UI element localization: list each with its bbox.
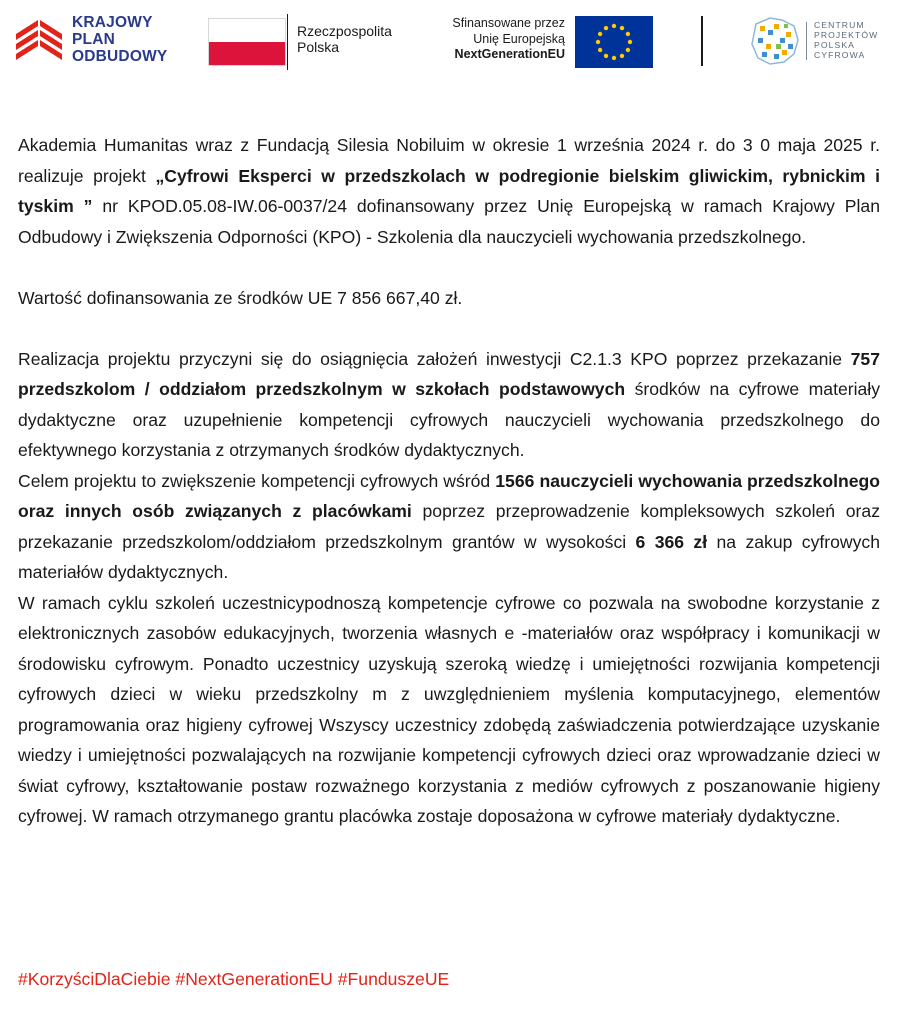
poland-flag-icon <box>208 18 286 66</box>
kpo-logo-text: KRAJOWY PLAN ODBUDOWY <box>72 14 168 65</box>
text-run: na zakup cyfrowych materiałów dydaktycznych. <box>18 531 880 582</box>
text-run: nr KPOD.05.08-IW.06-0037/24 dofinansowany przez Unię Europejską w ramach Krajowy Plan Odbudowy i Zwiększenia Odporności (KPO) - Szkolenia dla nauczycieli wychowania przedszkolnego. <box>18 196 880 247</box>
eu-funding-text <box>430 16 565 63</box>
cppc-logo <box>748 14 888 68</box>
eu-text-line1: Sfinansowane przez <box>452 16 565 30</box>
paragraph-training-details <box>18 588 880 832</box>
paragraph-goal <box>18 466 880 588</box>
cppc-map-icon <box>748 14 802 68</box>
rzeczpospolita-polska-text: Rzeczpospolita Polska <box>297 23 392 55</box>
project-title: „Cyfrowi Eksperci w przedszkolach w podregionie bielskim gliwickim, rybnickim i tyskim ” <box>18 165 880 216</box>
text-run: W ramach cyklu szkoleń uczestnicypodnoszą kompetencje cyfrowe co pozwala na swobodne korzystanie z elektronicznych zasobów edukacyjnych, tworzenia własnych e -materiałów oraz współpracy i komunikacji w środowisku cyfrowym. Ponadto uczestnicy uzyskują szeroką wiedzę i umiejętności rozwijania kompetencji cyfrowych dzieci w wieku przedszkolny m z uwzględnieniem myślenia komputacyjnego, elementów programowania oraz higieny cyfrowej Wszyscy uczestnicy zdobędą zaświadczenia potwierdzające uzyskanie wiedzy i umiejętności pozwalających na rozwijanie kompetencji cyfrowych dzieci oraz wprowadzanie dzieci w świat cyfrowy, kształtowanie postaw rozważnego korzystania z mediów cyfrowych z poszanowanie higieny cyfrowej. W ramach otrzymanego grantu placówka zostaje doposażona w cyfrowe materiały dydaktyczne. <box>18 592 880 826</box>
eu-flag-icon <box>575 16 653 68</box>
eu-text-line2: Unię Europejską <box>473 31 565 46</box>
article-content <box>18 130 880 832</box>
cppc-divider <box>806 22 807 60</box>
text-run: poprzez przeprowadzenie kompleksowych szkoleń oraz przekazanie przedszkolom/oddziałom przedszkolnym grantów w wysokości <box>18 501 880 552</box>
hashtags: #KorzyściDlaCiebie #NextGenerationEU #FunduszeUE <box>18 969 450 989</box>
cppc-logo-text: CENTRUM PROJEKTÓW POLSKA CYFROWA <box>814 20 879 60</box>
logo-separator <box>701 16 703 66</box>
kpo-emblem-icon <box>14 16 64 66</box>
paragraph-implementation <box>18 344 880 466</box>
rp-divider <box>287 14 288 70</box>
highlight-preschools: 757 przedszkolom / oddziałom przedszkolnym w szkołach podstawowych <box>18 348 880 399</box>
text-run: Realizacja projektu przyczyni się do osiągnięcia założeń inwestycji C2.1.3 KPO poprzez przekazanie <box>18 348 851 369</box>
highlight-teachers: 1566 nauczycieli wychowania przedszkolnego oraz innych osób związanych z placówkami <box>18 470 880 521</box>
text-run: Celem projektu to zwiększenie kompetencji cyfrowych wśród <box>18 470 496 491</box>
paragraph-funding-value <box>18 283 880 314</box>
funding-value-text: Wartość dofinansowania ze środków UE 7 856 667,40 zł. <box>18 287 463 308</box>
text-run: Akademia Humanitas wraz z Fundacją Silesia Nobiluim w okresie 1 września 2024 r. do 3 0 maja 2025 r. realizuje projekt <box>18 135 880 186</box>
highlight-grant-amount: 6 366 zł <box>635 531 708 552</box>
paragraph-project-intro <box>18 130 880 252</box>
eu-text-line3: NextGenerationEU <box>454 47 565 61</box>
kpo-logo <box>14 14 184 66</box>
logo-strip <box>0 0 908 80</box>
text-run: środków na cyfrowe materiały dydaktyczne oraz uzupełnienie kompetencji cyfrowych nauczycieli wychowania przedszkolnego do efektywnego korzystania z otrzymanych środków dydaktycznych. <box>18 379 881 460</box>
